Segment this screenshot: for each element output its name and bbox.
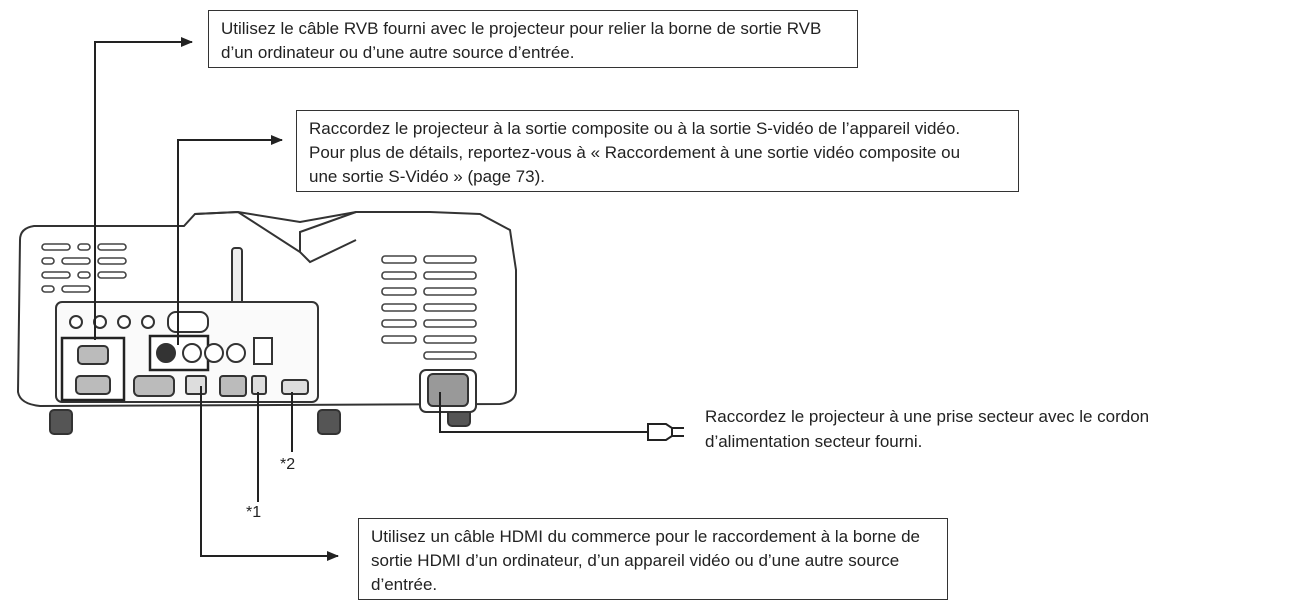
projector-illustration [18, 212, 516, 434]
hdmi-callout-line-1: Utilisez un câble HDMI du commerce pour le raccordement à la borne de [371, 527, 920, 546]
power-callout-line-2: d’alimentation secteur fourni. [705, 432, 923, 451]
video-callout-line-2: Pour plus de détails, reportez-vous à « Raccordement à une sortie vidéo composite ou [309, 143, 961, 162]
video-callout [296, 110, 1019, 192]
hdmi-callout-line-3: d’entrée. [371, 575, 438, 594]
video-callout-line-3: une sortie S-Vidéo » (page 73). [309, 167, 545, 186]
hdmi-callout [358, 518, 948, 600]
power-callout [705, 404, 1149, 454]
rgb-callout [208, 10, 858, 68]
rgb-callout-line-1: Utilisez le câble RVB fourni avec le projecteur pour relier la borne de sortie RVB [221, 19, 822, 38]
video-callout-line-1: Raccordez le projecteur à la sortie composite ou à la sortie S-vidéo de l’appareil vidéo. [309, 119, 961, 138]
power-callout-line-1: Raccordez le projecteur à une prise secteur avec le cordon [705, 407, 1150, 426]
power-plug-icon [648, 424, 684, 440]
hdmi-callout-line-2: sortie HDMI d’un ordinateur, d’un appareil vidéo ou d’une autre source [371, 551, 900, 570]
footnote-mark-1: *1 [246, 504, 262, 521]
footnote-mark-2: *2 [280, 456, 296, 473]
rgb-callout-line-2: d’un ordinateur ou d’une autre source d’entrée. [221, 43, 575, 62]
